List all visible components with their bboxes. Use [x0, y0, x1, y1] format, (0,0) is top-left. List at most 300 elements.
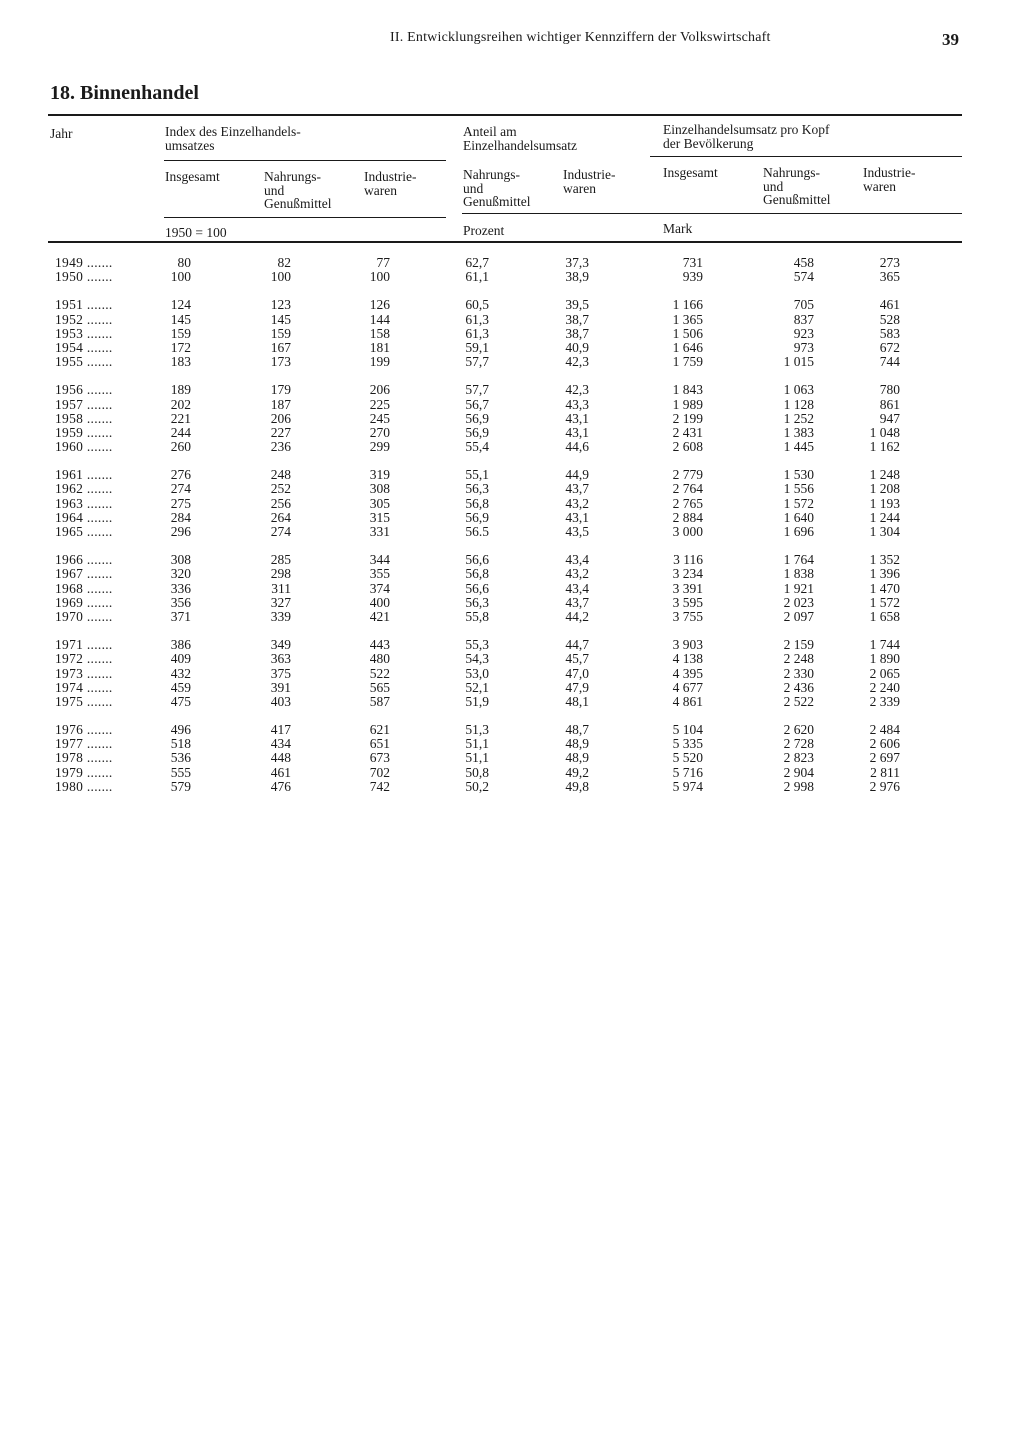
year-cell: 1956 .......	[55, 382, 113, 398]
kopf-insgesamt-cell: 3 116	[673, 552, 703, 568]
index-insgesamt-cell: 244	[170, 424, 191, 440]
index-industrie-cell: 621	[369, 722, 390, 738]
header-group-anteil: Anteil am Einzelhandelsumsatz	[463, 124, 577, 153]
table-row	[48, 610, 962, 624]
table-row	[48, 511, 962, 525]
index-insgesamt-cell: 275	[170, 495, 191, 511]
anteil-industrie-cell: 45,7	[565, 651, 589, 667]
table-row	[48, 567, 962, 581]
index-nahrung-cell: 173	[270, 354, 291, 370]
kopf-insgesamt-cell: 5 716	[672, 764, 703, 780]
index-nahrung-cell: 274	[270, 524, 291, 539]
header-bottom-rule	[48, 241, 962, 243]
index-industrie-cell: 158	[369, 325, 390, 341]
index-insgesamt-cell: 518	[170, 736, 191, 752]
unit-rule-2-3	[462, 213, 962, 214]
anteil-industrie-cell: 43,4	[565, 552, 589, 568]
index-nahrung-cell: 391	[270, 679, 291, 695]
index-insgesamt-cell: 284	[170, 509, 191, 525]
kopf-nahrung-cell: 574	[793, 269, 814, 285]
index-insgesamt-cell: 386	[170, 637, 191, 653]
index-industrie-cell: 299	[369, 439, 390, 455]
anteil-nahrung-cell: 56,8	[465, 566, 489, 582]
index-nahrung-cell: 434	[270, 736, 291, 752]
index-industrie-cell: 331	[369, 524, 390, 539]
index-industrie-cell: 565	[369, 679, 390, 695]
anteil-nahrung-cell: 56,7	[465, 396, 489, 412]
sub-header-industrie-3: Industrie- waren	[863, 165, 916, 194]
index-insgesamt-cell: 579	[170, 778, 191, 794]
kopf-industrie-cell: 1 193	[869, 495, 900, 511]
anteil-nahrung-cell: 56,9	[465, 509, 489, 525]
anteil-industrie-cell: 44,7	[565, 637, 589, 653]
year-cell: 1957 .......	[55, 396, 113, 412]
index-insgesamt-cell: 496	[170, 722, 191, 738]
year-cell: 1977 .......	[55, 736, 113, 752]
year-cell: 1961 .......	[55, 467, 113, 483]
row-group	[48, 383, 962, 454]
index-nahrung-cell: 123	[270, 297, 291, 313]
kopf-insgesamt-cell: 1 166	[672, 297, 703, 313]
row-group	[48, 256, 962, 284]
index-industrie-cell: 443	[369, 637, 390, 653]
index-insgesamt-cell: 202	[170, 396, 191, 412]
anteil-industrie-cell: 37,3	[565, 255, 589, 270]
running-head: II. Entwicklungsreihen wichtiger Kennziffern der Volkswirtschaft	[390, 30, 771, 45]
year-cell: 1975 .......	[55, 693, 113, 709]
index-nahrung-cell: 476	[270, 778, 291, 794]
kopf-nahrung-cell: 1 252	[783, 410, 814, 426]
kopf-nahrung-cell: 705	[793, 297, 814, 313]
anteil-nahrung-cell: 52,1	[465, 679, 489, 695]
kopf-industrie-cell: 2 976	[869, 778, 900, 794]
kopf-insgesamt-cell: 2 199	[672, 410, 703, 426]
year-cell: 1969 .......	[55, 594, 113, 610]
table-row	[48, 341, 962, 355]
index-insgesamt-cell: 100	[170, 269, 191, 285]
index-insgesamt-cell: 183	[170, 354, 191, 370]
table-row	[48, 553, 962, 567]
table-row	[48, 426, 962, 440]
kopf-insgesamt-cell: 3 903	[672, 637, 703, 653]
index-industrie-cell: 308	[369, 481, 390, 497]
kopf-nahrung-cell: 2 522	[783, 693, 814, 709]
index-insgesamt-cell: 124	[170, 297, 191, 313]
kopf-industrie-cell: 1 352	[869, 552, 900, 568]
kopf-nahrung-cell: 837	[793, 311, 814, 327]
year-cell: 1953 .......	[55, 325, 113, 341]
kopf-insgesamt-cell: 4 861	[672, 693, 703, 709]
table-row	[48, 695, 962, 709]
table-row	[48, 737, 962, 751]
anteil-nahrung-cell: 51,1	[465, 750, 489, 766]
kopf-insgesamt-cell: 1 646	[672, 339, 703, 355]
anteil-industrie-cell: 43,1	[565, 410, 589, 426]
kopf-industrie-cell: 1 162	[869, 439, 900, 455]
anteil-nahrung-cell: 56,8	[465, 495, 489, 511]
index-nahrung-cell: 179	[270, 382, 291, 398]
kopf-insgesamt-cell: 5 104	[672, 722, 703, 738]
table-row	[48, 440, 962, 454]
anteil-industrie-cell: 47,9	[565, 679, 589, 695]
index-industrie-cell: 355	[369, 566, 390, 582]
anteil-nahrung-cell: 56,9	[465, 424, 489, 440]
index-nahrung-cell: 264	[270, 509, 291, 525]
index-nahrung-cell: 298	[270, 566, 291, 582]
kopf-nahrung-cell: 923	[793, 325, 814, 341]
header-group-pro-kopf: Einzelhandelsumsatz pro Kopf der Bevölkerung	[663, 122, 830, 151]
kopf-industrie-cell: 780	[879, 382, 900, 398]
anteil-industrie-cell: 40,9	[565, 339, 589, 355]
kopf-nahrung-cell: 1 838	[783, 566, 814, 582]
kopf-insgesamt-cell: 2 431	[672, 424, 703, 440]
index-nahrung-cell: 461	[270, 764, 291, 780]
anteil-industrie-cell: 43,1	[565, 424, 589, 440]
sub-header-industrie-1: Industrie- waren	[364, 169, 417, 198]
kopf-nahrung-cell: 2 904	[783, 764, 814, 780]
anteil-nahrung-cell: 55,3	[465, 637, 489, 653]
index-nahrung-cell: 252	[270, 481, 291, 497]
table-row	[48, 723, 962, 737]
row-group	[48, 723, 962, 794]
kopf-nahrung-cell: 2 097	[783, 608, 814, 624]
kopf-industrie-cell: 744	[879, 354, 900, 370]
index-insgesamt-cell: 80	[177, 255, 191, 270]
year-cell: 1951 .......	[55, 297, 113, 313]
anteil-nahrung-cell: 50,2	[465, 778, 489, 794]
sub-header-insgesamt-1: Insgesamt	[165, 169, 220, 184]
year-cell: 1955 .......	[55, 354, 113, 370]
index-nahrung-cell: 403	[270, 693, 291, 709]
table-row	[48, 355, 962, 369]
page-number: 39	[942, 30, 959, 49]
anteil-nahrung-cell: 50,8	[465, 764, 489, 780]
index-industrie-cell: 742	[369, 778, 390, 794]
year-cell: 1963 .......	[55, 495, 113, 511]
unit-label-mark: Mark	[663, 221, 693, 236]
index-insgesamt-cell: 409	[170, 651, 191, 667]
table-row	[48, 780, 962, 794]
kopf-insgesamt-cell: 1 843	[672, 382, 703, 398]
kopf-insgesamt-cell: 1 989	[672, 396, 703, 412]
anteil-industrie-cell: 43,2	[565, 495, 589, 511]
unit-label-index: 1950 = 100	[165, 225, 227, 240]
index-insgesamt-cell: 308	[170, 552, 191, 568]
anteil-nahrung-cell: 61,3	[465, 311, 489, 327]
kopf-industrie-cell: 2 697	[869, 750, 900, 766]
year-cell: 1964 .......	[55, 509, 113, 525]
kopf-insgesamt-cell: 1 759	[672, 354, 703, 370]
kopf-industrie-cell: 1 304	[869, 524, 900, 539]
index-insgesamt-cell: 475	[170, 693, 191, 709]
anteil-nahrung-cell: 54,3	[465, 651, 489, 667]
index-insgesamt-cell: 336	[170, 580, 191, 596]
anteil-nahrung-cell: 56,9	[465, 410, 489, 426]
anteil-nahrung-cell: 57,7	[465, 382, 489, 398]
anteil-nahrung-cell: 51,1	[465, 736, 489, 752]
table-row	[48, 681, 962, 695]
anteil-nahrung-cell: 55,1	[465, 467, 489, 483]
kopf-nahrung-cell: 1 696	[783, 524, 814, 539]
kopf-nahrung-cell: 2 998	[783, 778, 814, 794]
year-cell: 1949 .......	[55, 255, 113, 270]
index-insgesamt-cell: 274	[170, 481, 191, 497]
index-industrie-cell: 480	[369, 651, 390, 667]
table-row	[48, 298, 962, 312]
anteil-nahrung-cell: 56.5	[465, 524, 489, 539]
index-industrie-cell: 522	[369, 665, 390, 681]
kopf-industrie-cell: 1 248	[869, 467, 900, 483]
index-nahrung-cell: 417	[270, 722, 291, 738]
kopf-insgesamt-cell: 4 138	[672, 651, 703, 667]
kopf-insgesamt-cell: 2 765	[672, 495, 703, 511]
anteil-industrie-cell: 47,0	[565, 665, 589, 681]
index-industrie-cell: 344	[369, 552, 390, 568]
kopf-insgesamt-cell: 3 000	[672, 524, 703, 539]
year-cell: 1978 .......	[55, 750, 113, 766]
sub-header-insgesamt-3: Insgesamt	[663, 165, 718, 180]
kopf-industrie-cell: 1 396	[869, 566, 900, 582]
row-group	[48, 298, 962, 369]
index-nahrung-cell: 327	[270, 594, 291, 610]
kopf-insgesamt-cell: 2 779	[672, 467, 703, 483]
index-insgesamt-cell: 320	[170, 566, 191, 582]
year-cell: 1979 .......	[55, 764, 113, 780]
kopf-industrie-cell: 2 339	[869, 693, 900, 709]
year-cell: 1973 .......	[55, 665, 113, 681]
row-group	[48, 553, 962, 624]
kopf-insgesamt-cell: 5 974	[672, 778, 703, 794]
kopf-nahrung-cell: 2 023	[783, 594, 814, 610]
sub-header-nahrung-2: Nahrungs- und Genußmittel	[463, 167, 531, 209]
anteil-industrie-cell: 48,9	[565, 750, 589, 766]
anteil-industrie-cell: 43,7	[565, 594, 589, 610]
index-insgesamt-cell: 356	[170, 594, 191, 610]
kopf-nahrung-cell: 1 128	[783, 396, 814, 412]
sub-header-nahrung-3: Nahrungs- und Genußmittel	[763, 165, 831, 207]
table-row	[48, 751, 962, 765]
index-industrie-cell: 270	[369, 424, 390, 440]
index-insgesamt-cell: 296	[170, 524, 191, 539]
table-row	[48, 525, 962, 539]
kopf-industrie-cell: 1 744	[869, 637, 900, 653]
index-industrie-cell: 702	[369, 764, 390, 780]
sub-header-nahrung-1: Nahrungs- und Genußmittel	[264, 169, 332, 211]
anteil-nahrung-cell: 51,3	[465, 722, 489, 738]
table-row	[48, 482, 962, 496]
index-industrie-cell: 421	[369, 608, 390, 624]
index-industrie-cell: 77	[376, 255, 390, 270]
kopf-insgesamt-cell: 1 506	[672, 325, 703, 341]
table-row	[48, 313, 962, 327]
index-industrie-cell: 673	[369, 750, 390, 766]
index-industrie-cell: 400	[369, 594, 390, 610]
table-row	[48, 652, 962, 666]
index-nahrung-cell: 256	[270, 495, 291, 511]
anteil-industrie-cell: 43,7	[565, 481, 589, 497]
anteil-industrie-cell: 49,8	[565, 778, 589, 794]
kopf-insgesamt-cell: 2 884	[672, 509, 703, 525]
anteil-industrie-cell: 38,9	[565, 269, 589, 285]
index-nahrung-cell: 236	[270, 439, 291, 455]
table-row	[48, 270, 962, 284]
index-nahrung-cell: 100	[270, 269, 291, 285]
kopf-industrie-cell: 1 048	[869, 424, 900, 440]
kopf-industrie-cell: 273	[879, 255, 900, 270]
kopf-nahrung-cell: 1 556	[783, 481, 814, 497]
anteil-nahrung-cell: 56,6	[465, 580, 489, 596]
table-row	[48, 468, 962, 482]
kopf-insgesamt-cell: 5 335	[672, 736, 703, 752]
table-row	[48, 398, 962, 412]
anteil-industrie-cell: 38,7	[565, 325, 589, 341]
index-industrie-cell: 319	[369, 467, 390, 483]
index-industrie-cell: 245	[369, 410, 390, 426]
year-cell: 1960 .......	[55, 439, 113, 455]
year-cell: 1952 .......	[55, 311, 113, 327]
kopf-nahrung-cell: 2 248	[783, 651, 814, 667]
index-industrie-cell: 225	[369, 396, 390, 412]
unit-rule-1	[164, 217, 446, 218]
kopf-nahrung-cell: 1 015	[783, 354, 814, 370]
anteil-nahrung-cell: 55,4	[465, 439, 489, 455]
table-row	[48, 582, 962, 596]
anteil-nahrung-cell: 59,1	[465, 339, 489, 355]
anteil-industrie-cell: 48,7	[565, 722, 589, 738]
year-cell: 1962 .......	[55, 481, 113, 497]
anteil-industrie-cell: 44,2	[565, 608, 589, 624]
index-industrie-cell: 199	[369, 354, 390, 370]
kopf-nahrung-cell: 973	[793, 339, 814, 355]
kopf-industrie-cell: 2 484	[869, 722, 900, 738]
header-group-index: Index des Einzelhandels- umsatzes	[165, 124, 301, 153]
year-cell: 1968 .......	[55, 580, 113, 596]
kopf-insgesamt-cell: 3 755	[672, 608, 703, 624]
kopf-insgesamt-cell: 939	[682, 269, 703, 285]
kopf-insgesamt-cell: 2 764	[672, 481, 703, 497]
year-cell: 1954 .......	[55, 339, 113, 355]
table-top-rule	[48, 114, 962, 116]
kopf-nahrung-cell: 1 530	[783, 467, 814, 483]
kopf-insgesamt-cell: 3 391	[672, 580, 703, 596]
row-group	[48, 468, 962, 539]
year-cell: 1967 .......	[55, 566, 113, 582]
table-body	[48, 256, 962, 808]
index-nahrung-cell: 311	[271, 580, 291, 596]
anteil-industrie-cell: 42,3	[565, 354, 589, 370]
kopf-industrie-cell: 461	[879, 297, 900, 313]
kopf-industrie-cell: 1 572	[869, 594, 900, 610]
kopf-nahrung-cell: 458	[793, 255, 814, 270]
index-industrie-cell: 100	[369, 269, 390, 285]
header-jahr: Jahr	[50, 126, 73, 141]
index-nahrung-cell: 339	[270, 608, 291, 624]
index-nahrung-cell: 375	[270, 665, 291, 681]
index-industrie-cell: 144	[369, 311, 390, 327]
kopf-industrie-cell: 2 606	[869, 736, 900, 752]
anteil-nahrung-cell: 55,8	[465, 608, 489, 624]
index-nahrung-cell: 187	[270, 396, 291, 412]
anteil-industrie-cell: 49,2	[565, 764, 589, 780]
anteil-industrie-cell: 38,7	[565, 311, 589, 327]
anteil-nahrung-cell: 60,5	[465, 297, 489, 313]
kopf-nahrung-cell: 1 572	[783, 495, 814, 511]
index-nahrung-cell: 349	[270, 637, 291, 653]
anteil-industrie-cell: 43,1	[565, 509, 589, 525]
index-insgesamt-cell: 536	[170, 750, 191, 766]
kopf-industrie-cell: 528	[879, 311, 900, 327]
index-nahrung-cell: 145	[270, 311, 291, 327]
index-industrie-cell: 206	[369, 382, 390, 398]
anteil-industrie-cell: 48,9	[565, 736, 589, 752]
table-row	[48, 638, 962, 652]
index-insgesamt-cell: 260	[170, 439, 191, 455]
group3-rule	[650, 156, 962, 157]
anteil-industrie-cell: 42,3	[565, 382, 589, 398]
year-cell: 1966 .......	[55, 552, 113, 568]
index-insgesamt-cell: 189	[170, 382, 191, 398]
kopf-industrie-cell: 2 811	[870, 764, 900, 780]
index-insgesamt-cell: 371	[170, 608, 191, 624]
kopf-nahrung-cell: 1 921	[783, 580, 814, 596]
index-insgesamt-cell: 459	[170, 679, 191, 695]
index-insgesamt-cell: 555	[170, 764, 191, 780]
table-row	[48, 327, 962, 341]
kopf-insgesamt-cell: 1 365	[672, 311, 703, 327]
anteil-nahrung-cell: 56,6	[465, 552, 489, 568]
index-insgesamt-cell: 159	[170, 325, 191, 341]
kopf-insgesamt-cell: 5 520	[672, 750, 703, 766]
index-nahrung-cell: 248	[270, 467, 291, 483]
kopf-insgesamt-cell: 731	[682, 255, 703, 270]
kopf-industrie-cell: 861	[879, 396, 900, 412]
kopf-nahrung-cell: 1 640	[783, 509, 814, 525]
kopf-nahrung-cell: 1 764	[783, 552, 814, 568]
index-insgesamt-cell: 172	[170, 339, 191, 355]
anteil-nahrung-cell: 51,9	[465, 693, 489, 709]
anteil-industrie-cell: 43,4	[565, 580, 589, 596]
table-row	[48, 667, 962, 681]
year-cell: 1958 .......	[55, 410, 113, 426]
anteil-nahrung-cell: 53,0	[465, 665, 489, 681]
anteil-industrie-cell: 43,5	[565, 524, 589, 539]
anteil-nahrung-cell: 61,3	[465, 325, 489, 341]
year-cell: 1965 .......	[55, 524, 113, 539]
kopf-industrie-cell: 1 244	[869, 509, 900, 525]
kopf-industrie-cell: 365	[879, 269, 900, 285]
index-industrie-cell: 374	[369, 580, 390, 596]
kopf-nahrung-cell: 1 383	[783, 424, 814, 440]
index-nahrung-cell: 167	[270, 339, 291, 355]
kopf-insgesamt-cell: 4 395	[672, 665, 703, 681]
index-nahrung-cell: 206	[270, 410, 291, 426]
year-cell: 1950 .......	[55, 269, 113, 285]
index-nahrung-cell: 285	[270, 552, 291, 568]
section-title: 18. Binnenhandel	[50, 82, 199, 104]
year-cell: 1976 .......	[55, 722, 113, 738]
anteil-industrie-cell: 39,5	[565, 297, 589, 313]
year-cell: 1959 .......	[55, 424, 113, 440]
index-nahrung-cell: 227	[270, 424, 291, 440]
index-industrie-cell: 651	[369, 736, 390, 752]
kopf-insgesamt-cell: 3 595	[672, 594, 703, 610]
index-insgesamt-cell: 145	[170, 311, 191, 327]
kopf-industrie-cell: 2 240	[869, 679, 900, 695]
kopf-industrie-cell: 583	[879, 325, 900, 341]
year-cell: 1974 .......	[55, 679, 113, 695]
index-nahrung-cell: 82	[277, 255, 291, 270]
table-row	[48, 412, 962, 426]
